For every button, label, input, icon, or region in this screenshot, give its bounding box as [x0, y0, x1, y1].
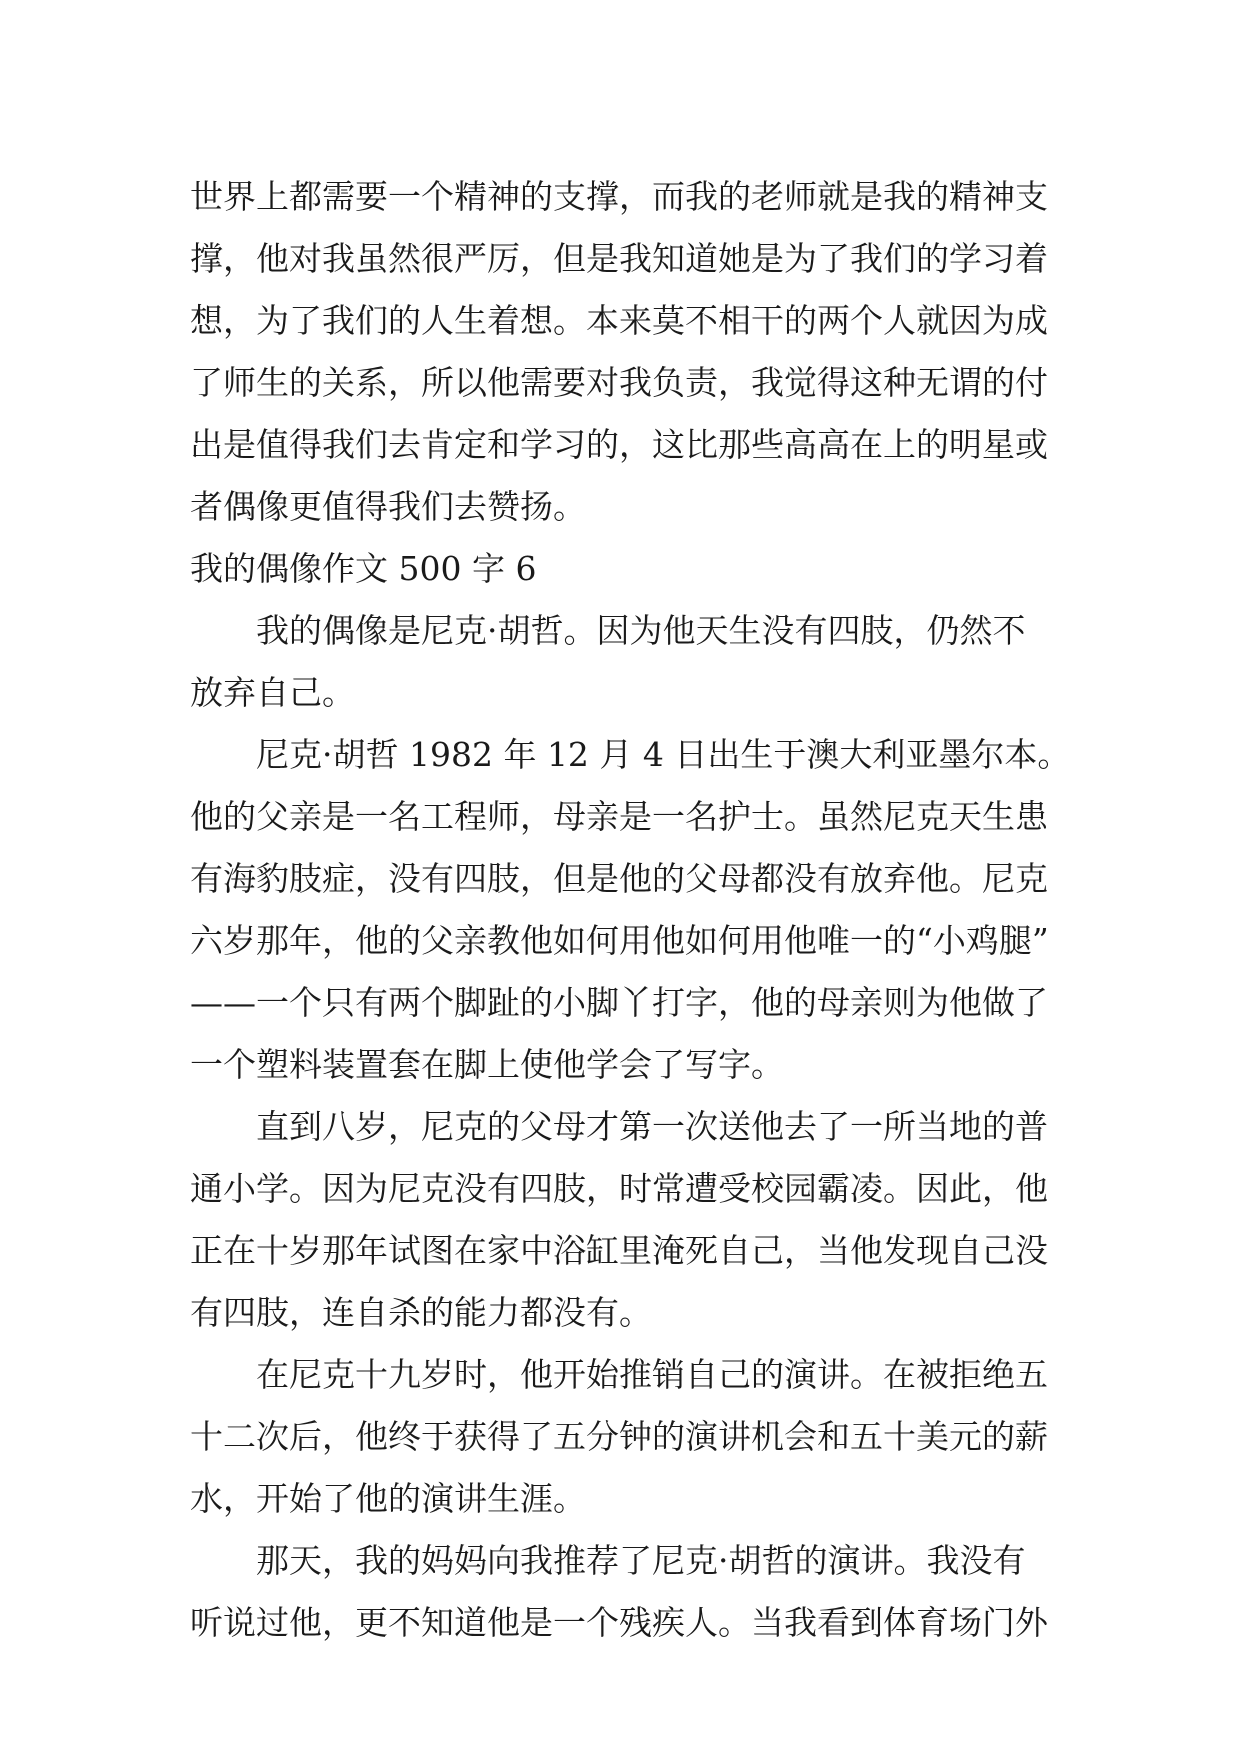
text-line: 正在十岁那年试图在家中浴缸里淹死自己，当他发现自己没	[190, 1231, 1048, 1270]
text-line: 在尼克十九岁时，他开始推销自己的演讲。在被拒绝五	[256, 1355, 1048, 1394]
text-line: 他的父亲是一名工程师，母亲是一名护士。虽然尼克天生患	[190, 797, 1048, 836]
text-line: 想，为了我们的人生着想。本来莫不相干的两个人就因为成	[190, 301, 1048, 340]
text-line: 听说过他，更不知道他是一个残疾人。当我看到体育场门外	[190, 1603, 1048, 1642]
text-line: 六岁那年，他的父亲教他如何用他如何用他唯一的“小鸡腿”	[190, 921, 1049, 960]
text-line: 放弃自己。	[190, 673, 355, 712]
text-line: 有四肢，连自杀的能力都没有。	[190, 1293, 652, 1332]
text-line: 尼克·胡哲 1982 年 12 月 4 日出生于澳大利亚墨尔本。	[256, 735, 1071, 774]
text-line: 通小学。因为尼克没有四肢，时常遭受校园霸凌。因此，他	[190, 1169, 1048, 1208]
document-body	[190, 166, 1071, 1654]
text-line: 我的偶像是尼克·胡哲。因为他天生没有四肢，仍然不	[256, 611, 1026, 650]
text-line: 世界上都需要一个精神的支撑，而我的老师就是我的精神支	[190, 177, 1048, 216]
text-line: 了师生的关系，所以他需要对我负责，我觉得这种无谓的付	[190, 363, 1048, 402]
text-line: 一个塑料装置套在脚上使他学会了写字。	[190, 1045, 784, 1084]
text-line: 十二次后，他终于获得了五分钟的演讲机会和五十美元的薪	[190, 1417, 1048, 1456]
text-line: 直到八岁，尼克的父母才第一次送他去了一所当地的普	[256, 1107, 1048, 1146]
text-line: 出是值得我们去肯定和学习的，这比那些高高在上的明星或	[190, 425, 1048, 464]
text-line: 那天，我的妈妈向我推荐了尼克·胡哲的演讲。我没有	[256, 1541, 1026, 1580]
text-line: 水，开始了他的演讲生涯。	[190, 1479, 586, 1518]
text-line: 有海豹肢症，没有四肢，但是他的父母都没有放弃他。尼克	[190, 859, 1048, 898]
section-heading: 我的偶像作文 500 字 6	[190, 549, 537, 588]
text-line: 撑，他对我虽然很严厉，但是我知道她是为了我们的学习着	[190, 239, 1048, 278]
text-line: ——一个只有两个脚趾的小脚丫打字，他的母亲则为他做了	[190, 983, 1048, 1022]
text-line: 者偶像更值得我们去赞扬。	[190, 487, 586, 526]
